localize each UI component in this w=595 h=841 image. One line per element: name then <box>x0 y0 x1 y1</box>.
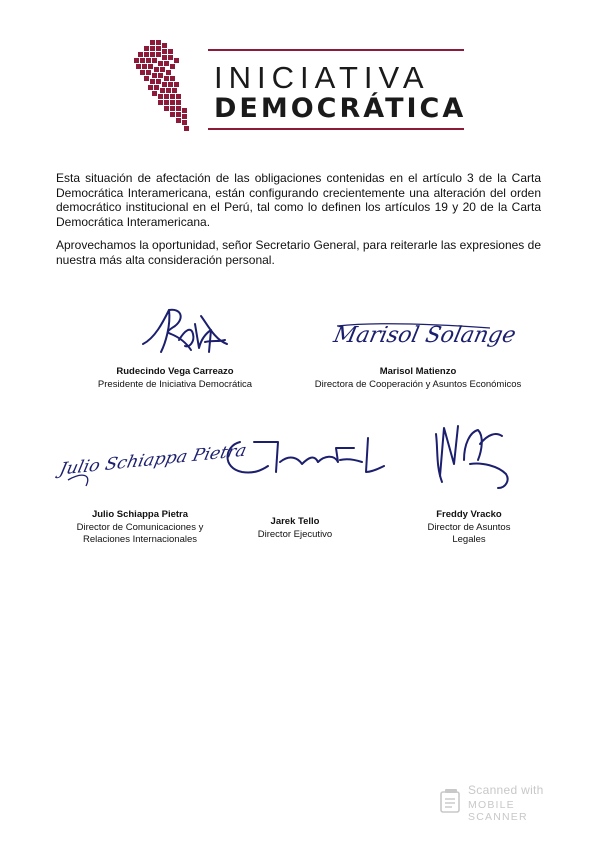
signatory-jarek-tello <box>225 516 365 541</box>
paragraph-1: Esta situación de afectación de las obligaciones contenidas en el artículo 3 de la Carta Democrática Interamericana, están configurando crecientemente una alteración del orden democrático institucional en el Perú, tal como lo definen los artículos 19 y 20 de la Carta Democrática Interamericana. <box>56 171 541 229</box>
scanner-app-icon <box>439 788 463 814</box>
signatory-name: Rudecindo Vega Carreazo <box>116 366 234 377</box>
svg-text:Marisol Solange: Marisol Solange <box>331 322 519 348</box>
peru-map-icon <box>128 38 198 134</box>
signatory-rudecindo-vega-carreazo <box>70 366 280 391</box>
signatory-role: Director Ejecutivo <box>257 528 333 540</box>
signatory-julio-schiappa-pietra <box>54 509 226 547</box>
signature-julio-schiappa-pietra <box>57 430 249 492</box>
signature-freddy-vracko <box>428 420 518 494</box>
signatory-freddy-vracko <box>404 509 534 547</box>
signature-rudecindo-vega-carreazo <box>135 300 230 360</box>
organization-logo <box>128 36 467 136</box>
signatory-role: Directora de Cooperación y Asuntos Económicos <box>314 378 522 390</box>
svg-text:Julio Schiappa Pietra: Julio Schiappa Pietra <box>57 441 249 480</box>
logo-text-line2: DEMOCRÁTICA <box>214 93 467 124</box>
signatory-role: Director de Comunicaciones y <box>76 521 204 533</box>
signatory-role: Director de Asuntos <box>427 521 511 533</box>
signatory-role-line2: Relaciones Internacionales <box>82 534 198 545</box>
scanner-watermark <box>436 783 576 823</box>
signature-marisol-matienzo <box>331 312 519 354</box>
signature-jarek-tello <box>218 432 388 484</box>
signatory-role: Presidente de Iniciativa Democrática <box>97 378 253 390</box>
signatory-role-line2: Legales <box>452 534 486 545</box>
logo-top-rule <box>208 49 464 51</box>
signatory-name: Marisol Matienzo <box>379 366 457 377</box>
logo-bottom-rule <box>208 128 464 130</box>
signatory-name: Julio Schiappa Pietra <box>91 509 189 520</box>
paragraph-2: Aprovechamos la oportunidad, señor Secretario General, para reiterarle las expresiones de nuestra más alta consideración personal. <box>56 238 541 267</box>
watermark-line1: Scanned with <box>468 783 544 797</box>
logo-text-line1: INICIATIVA <box>214 60 430 95</box>
signatory-marisol-matienzo <box>298 366 538 391</box>
watermark-line2: MOBILE SCANNER <box>468 799 528 823</box>
signatory-name: Jarek Tello <box>270 516 320 527</box>
signatory-name: Freddy Vracko <box>436 509 502 520</box>
